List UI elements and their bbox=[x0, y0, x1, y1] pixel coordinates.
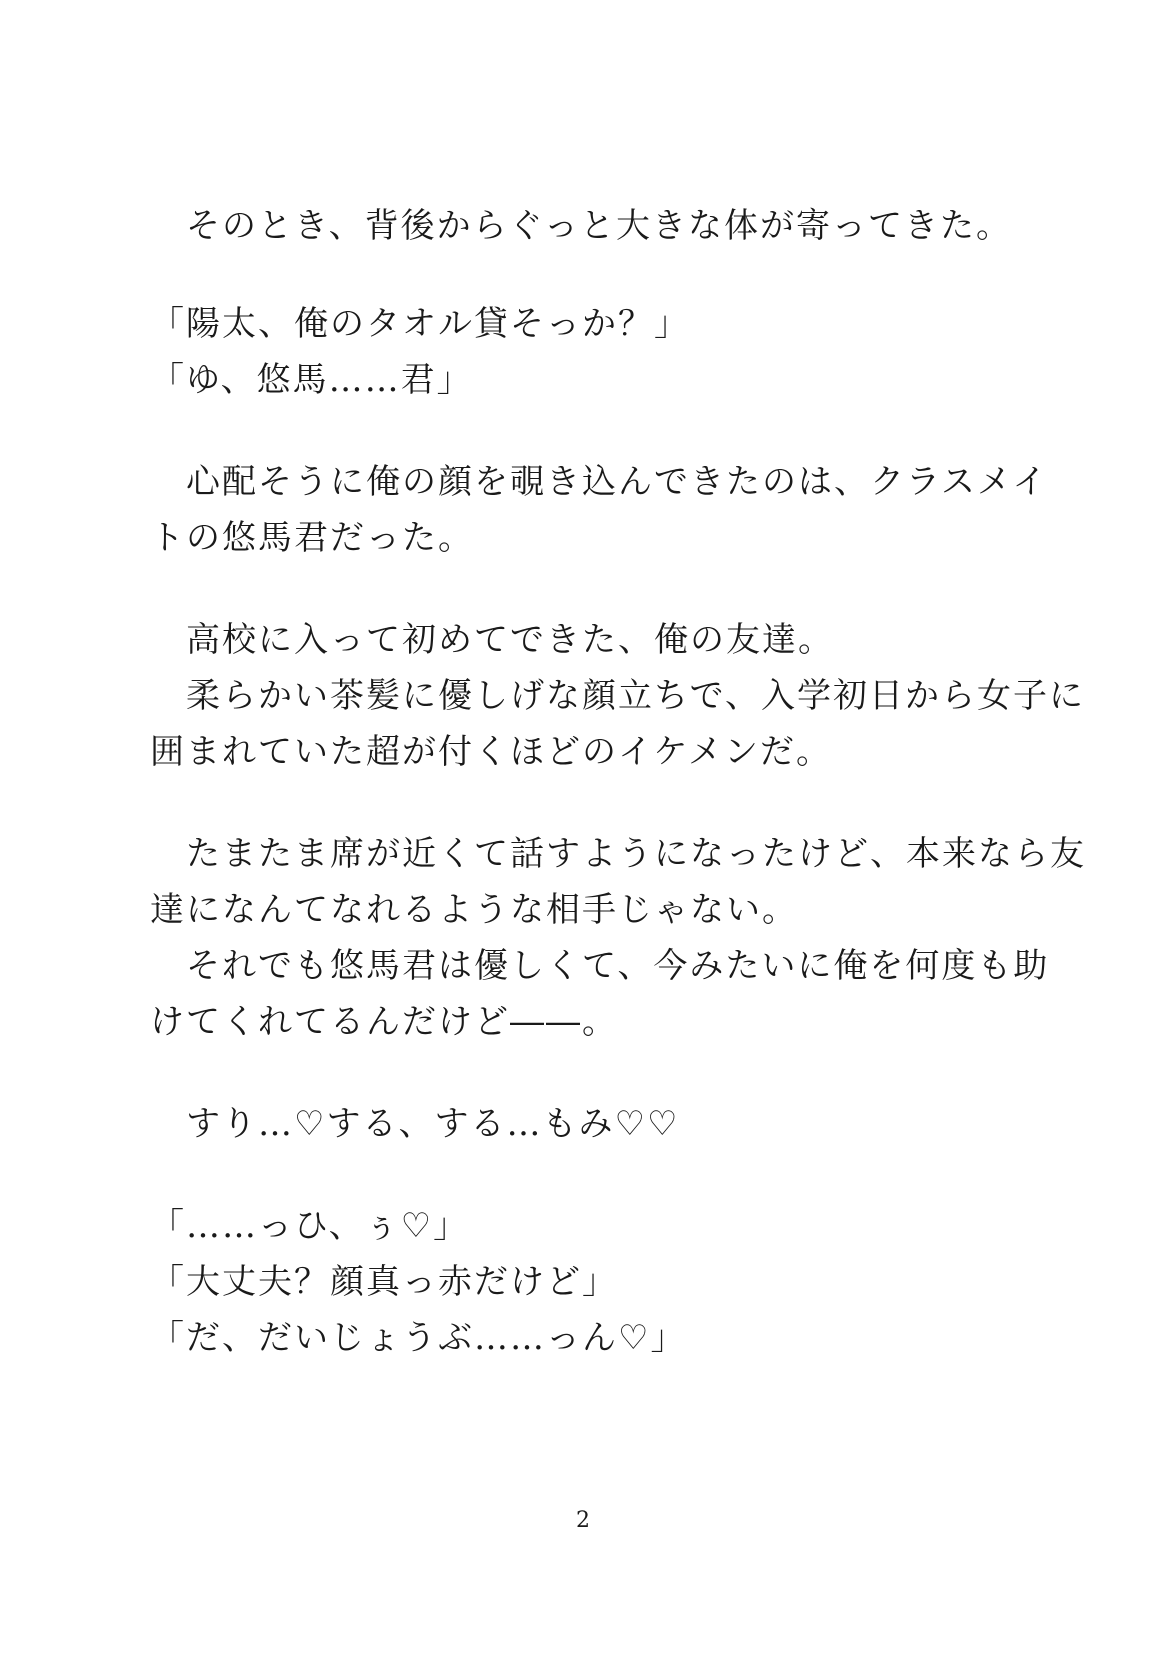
text-line: けてくれてるんだけど――。 bbox=[150, 1002, 618, 1042]
page-number: 2 bbox=[576, 1508, 590, 1533]
text-line: 柔らかい茶髪に優しげな顔立ちで、入学初日から女子に bbox=[150, 676, 1085, 716]
text-line: そのとき、背後からぐっと大きな体が寄ってきた。 bbox=[150, 206, 1012, 246]
text-line: 心配そうに俺の顔を覗き込んできたのは、クラスメイ bbox=[150, 462, 1049, 502]
text-line: たまたま席が近くて話すようになったけど、本来なら友 bbox=[150, 834, 1086, 874]
text-line: それでも悠馬君は優しくて、今みたいに俺を何度も助 bbox=[150, 946, 1050, 986]
text-line: トの悠馬君だった。 bbox=[150, 518, 474, 558]
text-line: 「……っひ、ぅ♡」 bbox=[150, 1206, 470, 1246]
text-line: 「大丈夫？顔真っ赤だけど」 bbox=[150, 1262, 618, 1302]
text-line: 達になんてなれるような相手じゃない。 bbox=[150, 890, 798, 930]
text-line: 「ゆ、悠馬……君」 bbox=[150, 360, 473, 400]
text-line: すり…♡する、する…もみ♡♡ bbox=[150, 1104, 680, 1144]
text-line: 囲まれていた超が付くほどのイケメンだ。 bbox=[150, 732, 832, 772]
text-line: 「だ、だいじょうぶ……っん♡」 bbox=[150, 1318, 687, 1358]
text-line: 「陽太、俺のタオル貸そっか？」 bbox=[150, 304, 690, 344]
text-line: 高校に入って初めてできた、俺の友達。 bbox=[150, 620, 834, 660]
